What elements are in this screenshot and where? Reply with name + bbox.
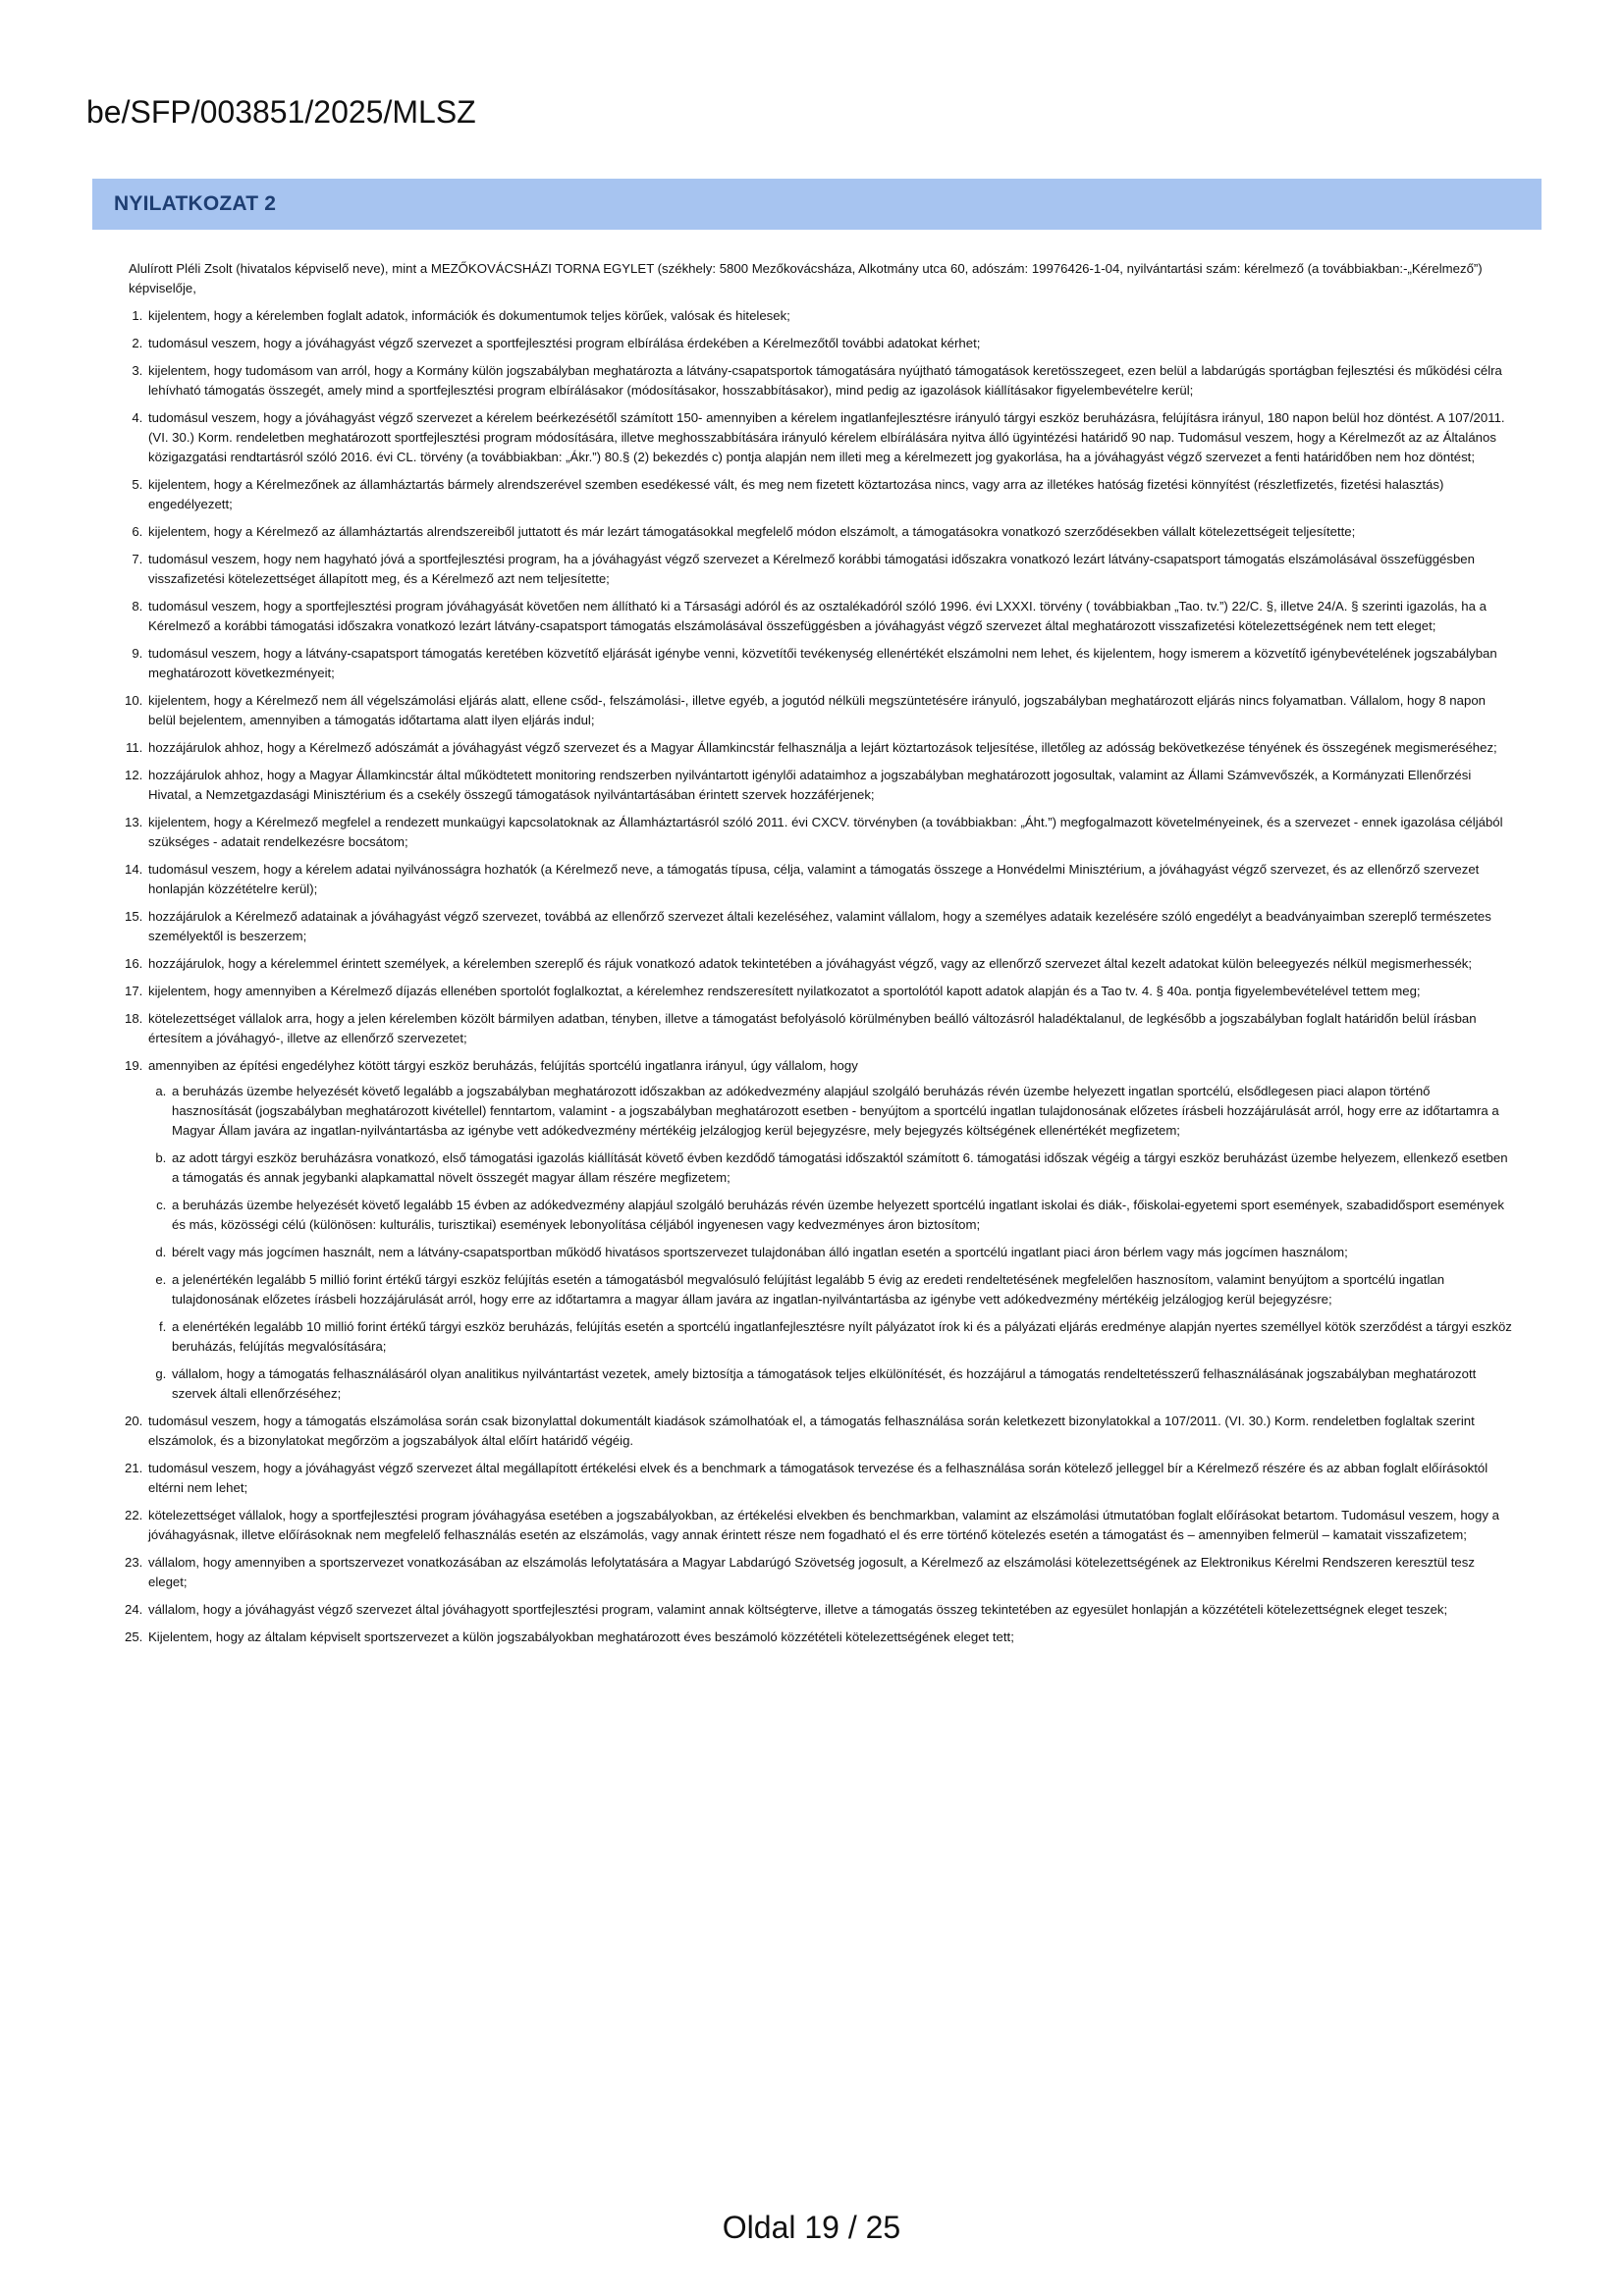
sub-list-item: d. bérelt vagy más jogcímen használt, nem a látvány-csapatsportban működő hivatásos sportszervezet tulajdonában álló ingatlan esetén a sportcélú ingatlant piaci áron bérlem vagy más jogcímen használom;: [170, 1243, 1513, 1262]
list-item: 25. Kijelentem, hogy az általam képviselt sportszervezet a külön jogszabályokban meghatározott éves beszámoló közzétételi kötelezettségének eleget tett;: [146, 1628, 1513, 1647]
section-header: [92, 179, 1542, 230]
list-item: 16. hozzájárulok, hogy a kérelemmel érintett személyek, a kérelemben szereplő és rájuk vonatkozó adatok tekintetében a jóváhagyást végző, vagy az ellenőrző szervezet által kezelt adatokat külön beleegyezés nélkül megismerhessék;: [146, 954, 1513, 974]
sub-list-item: b. az adott tárgyi eszköz beruházásra vonatkozó, első támogatási igazolás kiállítását követő évben kezdődő támogatási időszaktól számított 6. támogatási időszak végéig a tárgyi eszköz beruházást üzembe helyezem, ellenkező esetben a támogatás és annak jegybanki alapkamattal növelt összegét magyar állam részére megfizetem;: [170, 1148, 1513, 1188]
list-item: 5. kijelentem, hogy a Kérelmezőnek az államháztartás bármely alrendszerével szemben esedékessé vált, és meg nem fizetett köztartozása nincs, vagy arra az illetékes hatóság fizetési könnyítést (részletfizetés, fizetési halasztás) engedélyezett;: [146, 475, 1513, 514]
list-item: 3. kijelentem, hogy tudomásom van arról, hogy a Kormány külön jogszabályban meghatározta a látvány-csapatsportok támogatására nyújtható támogatások keretösszegeet, ezen belül a labdarúgás sportágban fejlesztési és működési célra lehívható támogatás összegét, amely mind a sportfejlesztési program elbírálásakor (módosításakor, hosszabbításakor), mind pedig az igazolások kiállításakor figyelembevételre kerül;: [146, 361, 1513, 400]
sub-list-item: f. a elenértékén legalább 10 millió forint értékű tárgyi eszköz beruházás, felújítás esetén a sportcélú ingatlanfejlesztésre nyílt pályázatot írok ki és a pályázati eljárás eredménye alapján nyertes személlyel kötök szerződést a tárgyi eszköz beruházás, felújítás megvalósítására;: [170, 1317, 1513, 1357]
list-item: 23. vállalom, hogy amennyiben a sportszervezet vonatkozásában az elszámolás lefolytatására a Magyar Labdarúgó Szövetség jogosult, a Kérelmező az elszámolási kötelezettségének az Elektronikus Kérelmi Rendszeren keresztül tesz eleget;: [146, 1553, 1513, 1592]
list-item: 2. tudomásul veszem, hogy a jóváhagyást végző szervezet a sportfejlesztési program elbírálása érdekében a Kérelmezőtől további adatokat kérhet;: [146, 334, 1513, 353]
declaration-list: [129, 306, 1513, 1647]
list-item: 22. kötelezettséget vállalok, hogy a sportfejlesztési program jóváhagyása esetében a jogszabályokban, az értékelési elvekben és benchmarkban, valamint az elszámolási útmutatóban foglalt előírásokat betartom. Tudomásul veszem, hogy a jóváhagyásnak, illetve előírásoknak nem megfelelő felhasználás esetén az elszámolás, vagy annak érintett része nem fogadható el és erre történő kötelezés esetén a támogatást és – amennyiben felmerül – kamatait visszafizetem;: [146, 1506, 1513, 1545]
list-item: 17. kijelentem, hogy amennyiben a Kérelmező díjazás ellenében sportolót foglalkoztat, a kérelemhez rendszeresített nyilatkozatot a sportolótól kapott adatok alapján és a Tao tv. 4. § 40a. pontja figyelembevételével tettem meg;: [146, 982, 1513, 1001]
list-item: 7. tudomásul veszem, hogy nem hagyható jóvá a sportfejlesztési program, ha a jóváhagyást végző szervezet a Kérelmező korábbi támogatási időszakra vonatkozó lezárt látvány-csapatsport támogatás elszámolásával összefüggésben visszafizetési kötelezettséget állapított meg, és a Kérelmező azt nem teljesítette;: [146, 550, 1513, 589]
list-item: 1. kijelentem, hogy a kérelemben foglalt adatok, információk és dokumentumok teljes körűek, valósak és hitelesek;: [146, 306, 1513, 326]
list-item: 15. hozzájárulok a Kérelmező adatainak a jóváhagyást végző szervezet, továbbá az ellenőrző szervezet általi kezeléséhez, valamint vállalom, hogy a személyes adataik kezelésére szóló engedélyt a beadványaimban szereplő természetes személyektől is beszerzem;: [146, 907, 1513, 946]
list-item: 12. hozzájárulok ahhoz, hogy a Magyar Államkincstár által működtetett monitoring rendszerben nyilvántartott igénylői adataimhoz a jogszabályban meghatározott jogosultak, valamint az Állami Számvevőszék, a Kormányzati Ellenőrzési Hivatal, a Nemzetgazdasági Minisztérium és a csekély összegű támogatások nyilvántartásában érintett szervek hozzáférjenek;: [146, 766, 1513, 805]
list-item: 8. tudomásul veszem, hogy a sportfejlesztési program jóváhagyását követően nem állítható ki a Társasági adóról és az osztalékadóról szóló 1996. évi LXXXI. törvény ( továbbiakban „Tao. tv.”) 22/C. §, illetve 24/A. § szerinti igazolás, ha a Kérelmező a korábbi támogatási időszakra vonatkozó lezárt látvány-csapatsport támogatás elszámolásával összefüggésben a jóváhagyást végző szervezet által meghatározott visszafizetési kötelezettségének nem tett eleget;: [146, 597, 1513, 636]
declaration-body: [129, 259, 1513, 1655]
sub-list-item: c. a beruházás üzembe helyezését követő legalább 15 évben az adókedvezmény alapjául szolgáló beruházás révén üzembe helyezett sportcélú ingatlant iskolai és diák-, főiskolai-egyetemi sport események, szabadidősport események és más, közösségi célú (különösen: kulturális, turisztikai) események lebonyolítása céljából ingyenesen vagy kedvezményes áron biztosítom;: [170, 1196, 1513, 1235]
sub-list-item: a. a beruházás üzembe helyezését követő legalább a jogszabályban meghatározott időszakban az adókedvezmény alapjául szolgáló beruházás révén üzembe helyezett ingatlan sportcélú, elsődlegesen piaci alapon történő hasznosítását (jogszabályban meghatározott kivétellel) fenntartom, valamint - a jogszabályban meghatározott esetben - benyújtom a sportcélú ingatlan tulajdonosának előzetes írásbeli hozzájárulását arról, hogy erre az időtartamra a Magyar Állam javára az ingatlan-nyilvántartásba az igénybe vett adókedvezmény mértékéig jelzálogjog kerül bejegyzésre, mely bejegyzés költségének ellenértékét megfizetem;: [170, 1082, 1513, 1141]
list-item: 10. kijelentem, hogy a Kérelmező nem áll végelszámolási eljárás alatt, ellene csőd-, felszámolási-, illetve egyéb, a jogutód nélküli megszüntetésére irányuló, jogszabályban meghatározott eljárás nincs folyamatban. Vállalom, hogy 8 napon belül bejelentem, amennyiben a támogatás időtartama alatt ilyen eljárás indul;: [146, 691, 1513, 730]
list-item: 4. tudomásul veszem, hogy a jóváhagyást végző szervezet a kérelem beérkezésétől számított 150- amennyiben a kérelem ingatlanfejlesztésre irányuló tárgyi eszköz beruházásra, felújításra irányul, 180 napon belül hoz döntést. A 107/2011. (VI. 30.) Korm. rendeletben meghatározott sportfejlesztési program módosítására, illetve meghosszabbítására irányuló kérelem elbírálására nyitva álló ügyintézési határidő 90 nap. Tudomásul veszem, hogy a Kérelmezőt az az Általános közigazgatási rendtartásról szóló 2016. évi CL. törvény (a továbbiakban: „Ákr.”) 80.§ (2) bekezdés c) pontja alapján nem illeti meg a kérelmezett jog gyakorlása, ha a jóváhagyást végző szervezet a fenti határidőben nem hoz döntést;: [146, 408, 1513, 467]
section-title: NYILATKOZAT 2: [114, 192, 277, 215]
declaration-intro: Alulírott Pléli Zsolt (hivatalos képviselő neve), mint a MEZŐKOVÁCSHÁZI TORNA EGYLET (székhely: 5800 Mezőkovácsháza, Alkotmány utca 60, adószám: 19976426-1-04, nyilvántartási szám: kérelmező (a továbbiakban:-„Kérelmező”) képviselője,: [129, 261, 1483, 295]
list-item: 14. tudomásul veszem, hogy a kérelem adatai nyilvánosságra hozhatók (a Kérelmező neve, a támogatás típusa, célja, valamint a támogatás összege a Honvédelmi Minisztérium, a jóváhagyást végző szervezet, és az ellenőrző szervezet honlapján közzétételre kerül);: [146, 860, 1513, 899]
list-item-text: amennyiben az építési engedélyhez kötött tárgyi eszköz beruházás, felújítás sportcélú ingatlanra irányul, úgy vállalom, hogy: [148, 1058, 858, 1073]
page-number: Oldal 19 / 25: [722, 2210, 901, 2245]
list-item: 9. tudomásul veszem, hogy a látvány-csapatsport támogatás keretében közvetítő eljárását igénybe venni, közvetítői tevékenység ellenértékét elszámolni nem lehet, és kijelentem, hogy ismerem a közvetítő igénybevételének jogszabályban meghatározott következményeit;: [146, 644, 1513, 683]
document-id: be/SFP/003851/2025/MLSZ: [86, 94, 476, 130]
list-item: 6. kijelentem, hogy a Kérelmező az államháztartás alrendszereiből juttatott és már lezárt támogatásokkal megfelelő módon elszámolt, a támogatásokra vonatkozó szerződésekben vállalt kötelezettségeit teljesítette;: [146, 522, 1513, 542]
list-item: 21. tudomásul veszem, hogy a jóváhagyást végző szervezet által megállapított értékelési elvek és a benchmark a támogatások tervezése és a felhasználása során kötelező jelleggel bír a Kérelmező részére és az abban foglalt előírásoktól eltérni nem lehet;: [146, 1459, 1513, 1498]
list-item: 20. tudomásul veszem, hogy a támogatás elszámolása során csak bizonylattal dokumentált kiadások számolhatóak el, a támogatás felhasználása során keletkezett bizonylatokkal a 107/2011. (VI. 30.) Korm. rendeletben foglaltak szerint elszámolok, és a bizonylatokat megőrzöm a jogszabályok által előírt határidő végéig.: [146, 1412, 1513, 1451]
list-item: 18. kötelezettséget vállalok arra, hogy a jelen kérelemben közölt bármilyen adatban, tényben, illetve a támogatást befolyásoló körülményben beálló változásról haladéktalanul, de legkésőbb a jogszabályban foglalt határidőn belül írásban értesítem a jóváhagyó-, illetve az ellenőrző szervezetet;: [146, 1009, 1513, 1048]
sub-list-item: g. vállalom, hogy a támogatás felhasználásáról olyan analitikus nyilvántartást vezetek, amely biztosítja a támogatások teljes elkülönítését, és hozzájárul a támogatás rendeltetésszerű felhasználásának jogszabályban meghatározott szervek általi ellenőrzéséhez;: [170, 1364, 1513, 1404]
sub-list-item: e. a jelenértékén legalább 5 millió forint értékű tárgyi eszköz felújítás esetén a támogatásból megvalósuló felújítást legalább 5 évig az eredeti rendeltetésének megfelelően hasznosítom, valamint benyújtom a sportcélú ingatlan tulajdonosának előzetes írásbeli hozzájárulását arról, hogy erre az időtartamra a magyar állam javára az ingatlan-nyilvántartásba az igénybe vett adókedvezmény mértékéig jelzálogjog kerül bejegyzésre;: [170, 1270, 1513, 1309]
list-item: 13. kijelentem, hogy a Kérelmező megfelel a rendezett munkaügyi kapcsolatoknak az Államháztartásról szóló 2011. évi CXCV. törvényben (a továbbiakban: „Áht.”) megfogalmazott követelményeinek, és a szervezet - ennek igazolása céljából szükséges - adatait rendelkezésre bocsátom;: [146, 813, 1513, 852]
list-item-19: [146, 1056, 1513, 1404]
list-item: 24. vállalom, hogy a jóváhagyást végző szervezet által jóváhagyott sportfejlesztési program, valamint annak költségterve, illetve a támogatás összeg tekintetében az egyesület honlapján a közzétételi kötelezettségnek eleget teszek;: [146, 1600, 1513, 1620]
list-item: 11. hozzájárulok ahhoz, hogy a Kérelmező adószámát a jóváhagyást végző szervezet és a Magyar Államkincstár felhasználja a lejárt köztartozások teljesítése, illetőleg az adósság bekövetkezése tényének és összegének megismeréséhez;: [146, 738, 1513, 758]
sub-list: [148, 1082, 1513, 1404]
